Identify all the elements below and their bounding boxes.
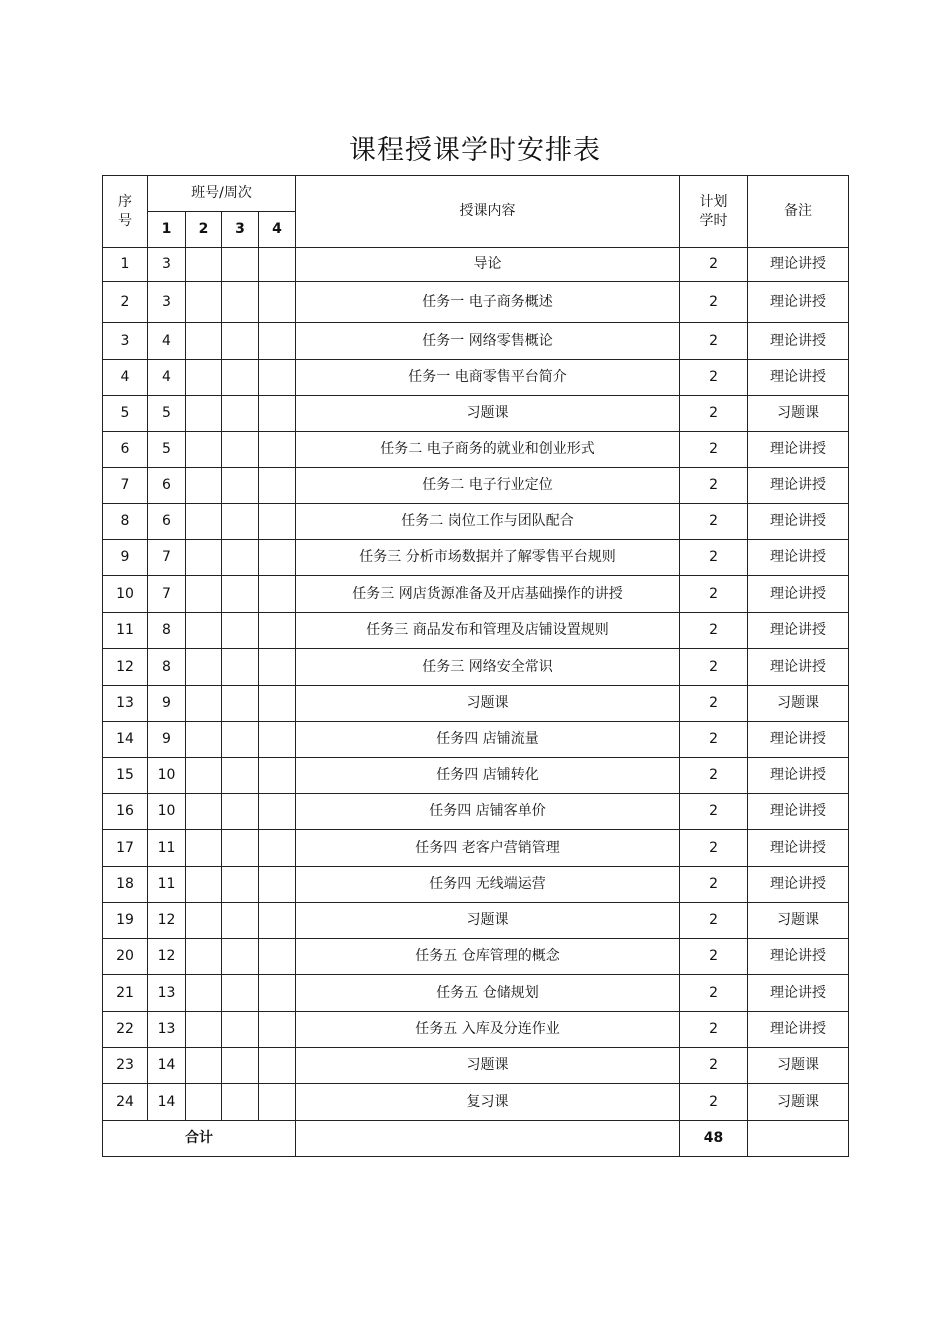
header-row-1 xyxy=(103,176,849,212)
total-content xyxy=(296,1121,680,1157)
row-class-1: 11 xyxy=(148,830,186,867)
row-class-1: 12 xyxy=(148,939,186,975)
row-seq: 14 xyxy=(103,722,148,758)
row-class-2 xyxy=(186,360,222,396)
total-row xyxy=(103,1121,849,1157)
row-class-4 xyxy=(259,282,296,323)
row-class-4 xyxy=(259,396,296,432)
row-class-2 xyxy=(186,248,222,282)
row-hours: 2 xyxy=(680,794,748,830)
row-remark: 理论讲授 xyxy=(748,830,849,867)
row-class-3 xyxy=(222,1048,259,1084)
row-hours: 2 xyxy=(680,975,748,1012)
row-remark: 理论讲授 xyxy=(748,613,849,649)
row-seq: 24 xyxy=(103,1084,148,1121)
table-row xyxy=(103,248,849,282)
row-remark: 理论讲授 xyxy=(748,323,849,360)
row-hours: 2 xyxy=(680,1012,748,1048)
row-content: 任务五 仓库管理的概念 xyxy=(296,939,680,975)
table-row xyxy=(103,649,849,686)
row-class-3 xyxy=(222,282,259,323)
row-class-2 xyxy=(186,903,222,939)
row-remark: 理论讲授 xyxy=(748,540,849,576)
row-class-3 xyxy=(222,758,259,794)
row-class-3 xyxy=(222,504,259,540)
row-remark: 理论讲授 xyxy=(748,722,849,758)
row-class-3 xyxy=(222,248,259,282)
table-row xyxy=(103,830,849,867)
row-class-4 xyxy=(259,360,296,396)
table-row xyxy=(103,396,849,432)
row-content: 任务三 网店货源准备及开店基础操作的讲授 xyxy=(296,576,680,613)
row-class-1: 6 xyxy=(148,504,186,540)
row-class-3 xyxy=(222,939,259,975)
total-remark xyxy=(748,1121,849,1157)
row-hours: 2 xyxy=(680,576,748,613)
table-row xyxy=(103,282,849,323)
table-row xyxy=(103,360,849,396)
row-class-4 xyxy=(259,323,296,360)
table-row xyxy=(103,1084,849,1121)
row-hours: 2 xyxy=(680,830,748,867)
row-class-4 xyxy=(259,830,296,867)
header-remark: 备注 xyxy=(748,176,849,248)
row-seq: 18 xyxy=(103,867,148,903)
header-class-1: 1 xyxy=(148,212,186,248)
row-remark: 理论讲授 xyxy=(748,794,849,830)
table-row xyxy=(103,323,849,360)
table-row xyxy=(103,939,849,975)
row-class-1: 9 xyxy=(148,722,186,758)
row-remark: 理论讲授 xyxy=(748,867,849,903)
row-class-4 xyxy=(259,758,296,794)
row-class-4 xyxy=(259,248,296,282)
row-class-3 xyxy=(222,1084,259,1121)
row-class-2 xyxy=(186,867,222,903)
row-content: 任务三 分析市场数据并了解零售平台规则 xyxy=(296,540,680,576)
row-class-2 xyxy=(186,540,222,576)
row-class-1: 11 xyxy=(148,867,186,903)
row-class-2 xyxy=(186,1048,222,1084)
row-content: 任务四 店铺转化 xyxy=(296,758,680,794)
row-content: 导论 xyxy=(296,248,680,282)
row-content: 任务二 岗位工作与团队配合 xyxy=(296,504,680,540)
row-hours: 2 xyxy=(680,360,748,396)
row-class-4 xyxy=(259,794,296,830)
row-class-2 xyxy=(186,686,222,722)
row-class-2 xyxy=(186,468,222,504)
row-seq: 15 xyxy=(103,758,148,794)
table-row xyxy=(103,576,849,613)
row-class-3 xyxy=(222,540,259,576)
row-remark: 习题课 xyxy=(748,396,849,432)
table-row xyxy=(103,1012,849,1048)
schedule-table xyxy=(102,175,849,1157)
row-seq: 8 xyxy=(103,504,148,540)
row-content: 习题课 xyxy=(296,1048,680,1084)
row-class-4 xyxy=(259,613,296,649)
row-class-3 xyxy=(222,686,259,722)
row-content: 任务三 商品发布和管理及店铺设置规则 xyxy=(296,613,680,649)
row-seq: 10 xyxy=(103,576,148,613)
row-class-4 xyxy=(259,576,296,613)
row-class-3 xyxy=(222,1012,259,1048)
row-remark: 理论讲授 xyxy=(748,975,849,1012)
row-class-1: 10 xyxy=(148,794,186,830)
header-hours: 计划 学时 xyxy=(680,176,748,248)
row-content: 任务四 老客户营销管理 xyxy=(296,830,680,867)
table-row xyxy=(103,758,849,794)
total-label: 合计 xyxy=(103,1121,296,1157)
row-hours: 2 xyxy=(680,939,748,975)
row-hours: 2 xyxy=(680,722,748,758)
row-seq: 16 xyxy=(103,794,148,830)
row-class-1: 8 xyxy=(148,613,186,649)
row-content: 任务四 店铺流量 xyxy=(296,722,680,758)
row-class-2 xyxy=(186,1084,222,1121)
row-class-1: 9 xyxy=(148,686,186,722)
row-seq: 21 xyxy=(103,975,148,1012)
row-content: 习题课 xyxy=(296,396,680,432)
row-class-1: 8 xyxy=(148,649,186,686)
row-content: 任务二 电子行业定位 xyxy=(296,468,680,504)
row-hours: 2 xyxy=(680,468,748,504)
row-class-1: 10 xyxy=(148,758,186,794)
row-hours: 2 xyxy=(680,540,748,576)
row-class-3 xyxy=(222,396,259,432)
table-row xyxy=(103,867,849,903)
row-seq: 13 xyxy=(103,686,148,722)
row-seq: 12 xyxy=(103,649,148,686)
header-class-3: 3 xyxy=(222,212,259,248)
table-row xyxy=(103,794,849,830)
row-content: 任务一 电子商务概述 xyxy=(296,282,680,323)
header-class-4: 4 xyxy=(259,212,296,248)
row-class-4 xyxy=(259,432,296,468)
row-class-2 xyxy=(186,323,222,360)
row-seq: 19 xyxy=(103,903,148,939)
row-class-4 xyxy=(259,504,296,540)
row-seq: 1 xyxy=(103,248,148,282)
row-hours: 2 xyxy=(680,613,748,649)
row-remark: 理论讲授 xyxy=(748,432,849,468)
row-class-3 xyxy=(222,613,259,649)
row-remark: 理论讲授 xyxy=(748,248,849,282)
table-row xyxy=(103,540,849,576)
row-content: 复习课 xyxy=(296,1084,680,1121)
row-class-2 xyxy=(186,613,222,649)
row-class-3 xyxy=(222,432,259,468)
row-class-2 xyxy=(186,830,222,867)
row-class-4 xyxy=(259,975,296,1012)
row-class-4 xyxy=(259,1012,296,1048)
header-class-2: 2 xyxy=(186,212,222,248)
row-class-2 xyxy=(186,396,222,432)
row-seq: 4 xyxy=(103,360,148,396)
page-title: 课程授课学时安排表 xyxy=(349,135,601,166)
row-content: 任务一 电商零售平台简介 xyxy=(296,360,680,396)
row-content: 任务一 网络零售概论 xyxy=(296,323,680,360)
row-class-1: 14 xyxy=(148,1084,186,1121)
row-seq: 5 xyxy=(103,396,148,432)
row-remark: 理论讲授 xyxy=(748,758,849,794)
table-row xyxy=(103,504,849,540)
row-content: 习题课 xyxy=(296,903,680,939)
row-class-2 xyxy=(186,504,222,540)
row-seq: 3 xyxy=(103,323,148,360)
table-row xyxy=(103,1048,849,1084)
row-seq: 17 xyxy=(103,830,148,867)
row-class-1: 12 xyxy=(148,903,186,939)
row-remark: 理论讲授 xyxy=(748,576,849,613)
row-seq: 9 xyxy=(103,540,148,576)
row-remark: 习题课 xyxy=(748,1048,849,1084)
row-hours: 2 xyxy=(680,903,748,939)
row-remark: 理论讲授 xyxy=(748,360,849,396)
row-class-4 xyxy=(259,1084,296,1121)
row-seq: 23 xyxy=(103,1048,148,1084)
row-class-3 xyxy=(222,360,259,396)
row-hours: 2 xyxy=(680,396,748,432)
row-remark: 习题课 xyxy=(748,1084,849,1121)
row-class-2 xyxy=(186,576,222,613)
row-class-4 xyxy=(259,686,296,722)
row-class-4 xyxy=(259,649,296,686)
row-class-2 xyxy=(186,939,222,975)
row-class-1: 5 xyxy=(148,396,186,432)
table-row xyxy=(103,613,849,649)
row-hours: 2 xyxy=(680,867,748,903)
row-remark: 理论讲授 xyxy=(748,649,849,686)
row-class-4 xyxy=(259,939,296,975)
row-hours: 2 xyxy=(680,323,748,360)
row-class-2 xyxy=(186,722,222,758)
row-class-1: 13 xyxy=(148,1012,186,1048)
row-seq: 22 xyxy=(103,1012,148,1048)
row-class-4 xyxy=(259,722,296,758)
row-class-1: 4 xyxy=(148,360,186,396)
row-content: 任务五 入库及分连作业 xyxy=(296,1012,680,1048)
row-remark: 习题课 xyxy=(748,686,849,722)
row-class-3 xyxy=(222,468,259,504)
row-hours: 2 xyxy=(680,504,748,540)
row-class-3 xyxy=(222,867,259,903)
row-class-4 xyxy=(259,540,296,576)
table-row xyxy=(103,903,849,939)
row-hours: 2 xyxy=(680,282,748,323)
row-class-4 xyxy=(259,468,296,504)
row-content: 任务四 店铺客单价 xyxy=(296,794,680,830)
table-row xyxy=(103,722,849,758)
row-remark: 理论讲授 xyxy=(748,1012,849,1048)
row-class-3 xyxy=(222,794,259,830)
row-seq: 7 xyxy=(103,468,148,504)
row-hours: 2 xyxy=(680,248,748,282)
row-class-1: 3 xyxy=(148,248,186,282)
row-class-3 xyxy=(222,830,259,867)
row-class-2 xyxy=(186,975,222,1012)
row-class-1: 7 xyxy=(148,540,186,576)
row-class-1: 6 xyxy=(148,468,186,504)
row-class-3 xyxy=(222,323,259,360)
row-class-2 xyxy=(186,1012,222,1048)
table-row xyxy=(103,975,849,1012)
row-class-4 xyxy=(259,903,296,939)
row-remark: 理论讲授 xyxy=(748,282,849,323)
row-seq: 11 xyxy=(103,613,148,649)
row-seq: 6 xyxy=(103,432,148,468)
row-class-1: 5 xyxy=(148,432,186,468)
row-class-2 xyxy=(186,794,222,830)
row-seq: 20 xyxy=(103,939,148,975)
row-hours: 2 xyxy=(680,758,748,794)
row-remark: 理论讲授 xyxy=(748,468,849,504)
row-class-1: 13 xyxy=(148,975,186,1012)
row-class-3 xyxy=(222,903,259,939)
header-content: 授课内容 xyxy=(296,176,680,248)
total-hours: 48 xyxy=(680,1121,748,1157)
row-content: 任务五 仓储规划 xyxy=(296,975,680,1012)
row-class-3 xyxy=(222,975,259,1012)
row-hours: 2 xyxy=(680,432,748,468)
row-class-1: 7 xyxy=(148,576,186,613)
row-content: 习题课 xyxy=(296,686,680,722)
header-class-week: 班号/周次 xyxy=(148,176,296,212)
row-class-3 xyxy=(222,576,259,613)
row-hours: 2 xyxy=(680,1048,748,1084)
row-content: 任务二 电子商务的就业和创业形式 xyxy=(296,432,680,468)
row-class-3 xyxy=(222,722,259,758)
table-row xyxy=(103,686,849,722)
row-class-3 xyxy=(222,649,259,686)
row-content: 任务三 网络安全常识 xyxy=(296,649,680,686)
table-row xyxy=(103,468,849,504)
table-row xyxy=(103,432,849,468)
row-seq: 2 xyxy=(103,282,148,323)
row-class-4 xyxy=(259,867,296,903)
row-class-2 xyxy=(186,282,222,323)
row-hours: 2 xyxy=(680,1084,748,1121)
row-hours: 2 xyxy=(680,686,748,722)
row-remark: 理论讲授 xyxy=(748,939,849,975)
row-class-2 xyxy=(186,649,222,686)
row-hours: 2 xyxy=(680,649,748,686)
row-content: 任务四 无线端运营 xyxy=(296,867,680,903)
row-remark: 理论讲授 xyxy=(748,504,849,540)
row-class-1: 3 xyxy=(148,282,186,323)
row-class-1: 4 xyxy=(148,323,186,360)
row-remark: 习题课 xyxy=(748,903,849,939)
header-seq: 序 号 xyxy=(103,176,148,248)
row-class-2 xyxy=(186,758,222,794)
row-class-2 xyxy=(186,432,222,468)
row-class-1: 14 xyxy=(148,1048,186,1084)
row-class-4 xyxy=(259,1048,296,1084)
